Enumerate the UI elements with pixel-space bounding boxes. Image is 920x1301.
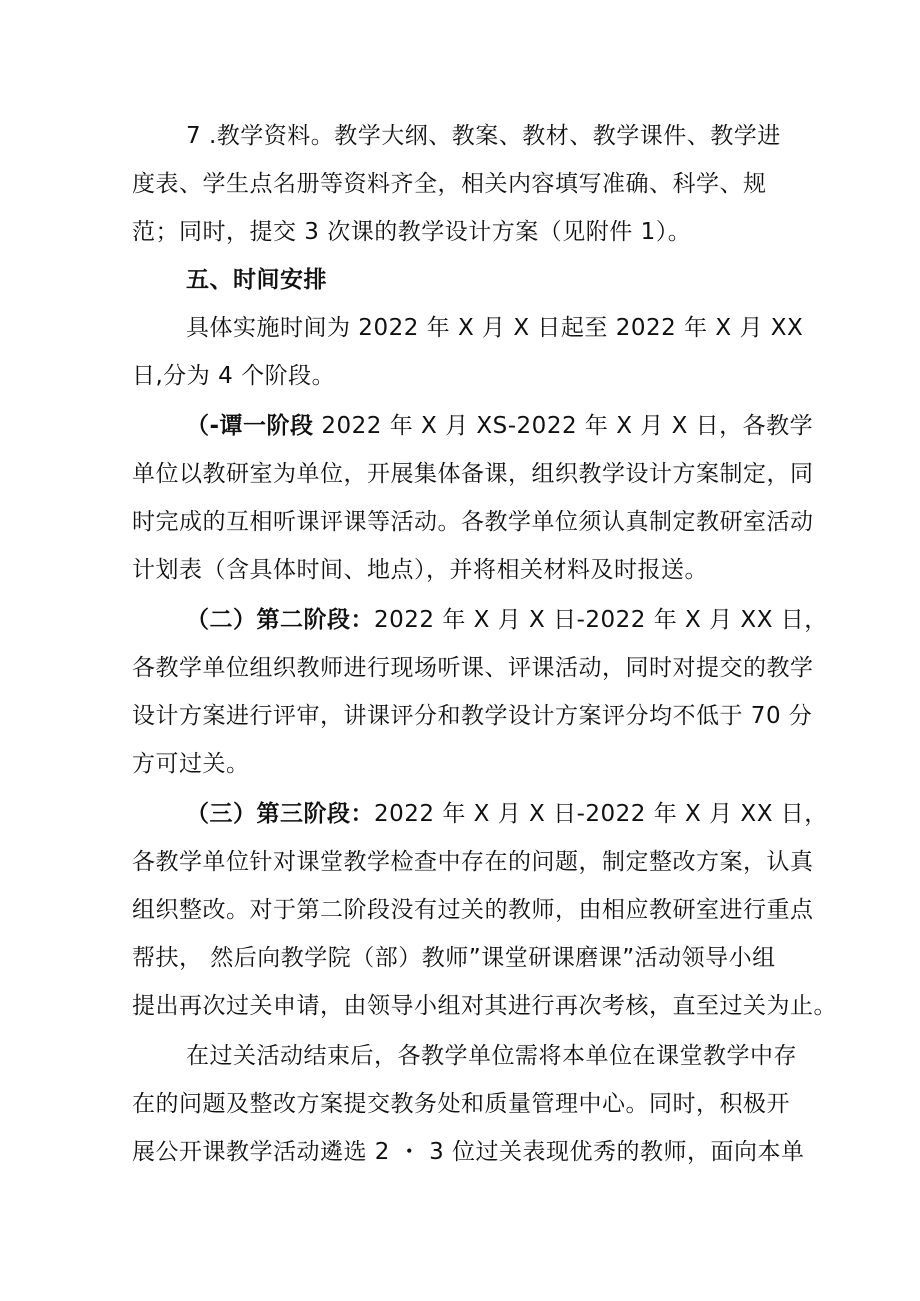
line-text: 单位以教研室为单位，开展集体备课，组织教学设计方案制定，同 <box>132 461 814 487</box>
paragraph-line <box>132 168 767 200</box>
line-text: 组织整改。对于第二阶段没有过关的教师，由相应教研室进行重点 <box>132 897 814 923</box>
paragraph-line <box>186 604 828 636</box>
paragraph-line <box>132 894 814 926</box>
paragraph-line <box>132 652 814 684</box>
line-text: 日,分为 4 个阶段。 <box>132 363 336 389</box>
line-text: 帮扶， 然后向教学院（部）教师”课堂研课磨课”活动领导小组 <box>132 945 776 971</box>
line-text: 时完成的互相听课评课等活动。各教学单位须认真制定教研室活动 <box>132 509 814 535</box>
line-text: 在的问题及整改方案提交教务处和质量管理中心。同时，积极开 <box>132 1091 790 1117</box>
line-text: 展公开课教学活动遴选 2 ・ 3 位过关表现优秀的教师，面向本单 <box>132 1139 805 1165</box>
paragraph-line <box>132 748 250 780</box>
paragraph-line <box>132 360 335 392</box>
paragraph-line <box>132 554 708 586</box>
paragraph-line <box>132 1136 805 1168</box>
line-text: 计划表（含具体时间、地点），并将相关材料及时报送。 <box>132 557 708 583</box>
paragraph-line <box>132 1088 790 1120</box>
line-text: 2022 年 X 月 XS-2022 年 X 月 X 日，各教学 <box>313 413 814 439</box>
stage-label: （三）第三阶段： <box>186 801 374 827</box>
line-text: 各教学单位针对课堂教学检查中存在的问题，制定整改方案，认真 <box>132 849 814 875</box>
line-text: 在过关活动结束后，各教学单位需将本单位在课堂教学中存 <box>186 1043 797 1069</box>
line-text: 范；同时，提交 3 次课的教学设计方案（见附件 1）。 <box>132 219 692 245</box>
paragraph-line <box>186 410 813 442</box>
stage-label: （-谭一阶段 <box>186 413 314 439</box>
line-text: 设计方案进行评审，讲课评分和教学设计方案评分均不低于 70 分 <box>132 703 813 729</box>
paragraph-line <box>132 506 814 538</box>
line-text: 度表、学生点名册等资料齐全，相关内容填写准确、科学、规 <box>132 171 767 197</box>
paragraph-line <box>132 216 691 248</box>
line-text: 2022 年 X 月 X 日-2022 年 X 月 XX 日， <box>374 801 828 827</box>
heading-text: 五、时间安排 <box>186 267 327 293</box>
paragraph-line <box>186 1040 797 1072</box>
paragraph-line <box>186 312 803 344</box>
paragraph-line <box>132 942 776 974</box>
line-text: 具体实施时间为 2022 年 X 月 X 日起至 2022 年 X 月 XX <box>186 315 804 341</box>
paragraph-line <box>186 798 828 830</box>
paragraph-line <box>186 120 781 152</box>
paragraph-line <box>132 990 837 1022</box>
line-text: 提出再次过关申请，由领导小组对其进行再次考核，直至过关为止。 <box>132 993 837 1019</box>
line-text: 7 .教学资料。教学大纲、教案、教材、教学课件、教学进 <box>186 123 781 149</box>
line-text: 2022 年 X 月 X 日-2022 年 X 月 XX 日， <box>374 607 828 633</box>
stage-label: （二）第二阶段： <box>186 607 374 633</box>
line-text: 方可过关。 <box>132 751 250 777</box>
paragraph-line <box>132 700 812 732</box>
paragraph-line <box>132 458 814 490</box>
paragraph-line <box>132 846 814 878</box>
section-heading <box>186 264 327 296</box>
line-text: 各教学单位组织教师进行现场听课、评课活动，同时对提交的教学 <box>132 655 814 681</box>
